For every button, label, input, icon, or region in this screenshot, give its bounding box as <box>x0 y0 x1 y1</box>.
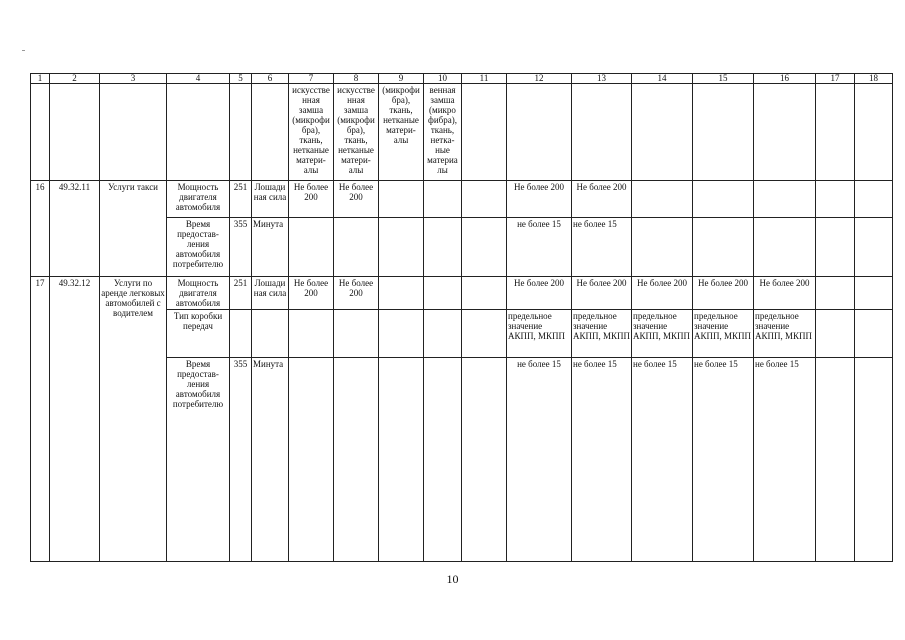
characteristic: Мощность двигателя автомобиля <box>167 277 230 310</box>
table-row <box>31 181 893 218</box>
row-number: 17 <box>31 277 50 562</box>
header-cell: 10 <box>424 74 462 84</box>
value-cell: не более 15 <box>507 218 572 277</box>
unit-name: Лошади ная сила <box>252 277 289 310</box>
row-number: 16 <box>31 181 50 277</box>
characteristic: Тип коробки передач <box>167 310 230 358</box>
value-cell: предельное значение АКПП, МКПП <box>572 310 632 358</box>
value-cell: предельное значение АКПП, МКПП <box>754 310 816 358</box>
header-cell: 11 <box>462 74 507 84</box>
header-cell: 9 <box>379 74 424 84</box>
value-cell: Не более 200 <box>754 277 816 310</box>
header-cell: 13 <box>572 74 632 84</box>
okei-code: 251 <box>230 181 252 218</box>
value-cell: не более 15 <box>572 358 632 562</box>
value-cell: Не более 200 <box>572 181 632 218</box>
header-cell: 16 <box>754 74 816 84</box>
header-cell: 8 <box>334 74 379 84</box>
value-cell: предельное значение АКПП, МКПП <box>632 310 693 358</box>
header-cell: 1 <box>31 74 50 84</box>
okei-code: 355 <box>230 358 252 562</box>
value-cell: Не более 200 <box>334 277 379 310</box>
characteristic: Время предостав- ления автомобиля потребителю <box>167 358 230 562</box>
scan-mark <box>22 50 25 51</box>
value-cell: Не более 200 <box>507 181 572 218</box>
characteristic: Мощность двигателя автомобиля <box>167 181 230 218</box>
header-cell: 15 <box>693 74 754 84</box>
value-cell: не более 15 <box>754 358 816 562</box>
header-cell: 17 <box>816 74 855 84</box>
header-cell: 3 <box>100 74 167 84</box>
value-cell: не более 15 <box>632 358 693 562</box>
material-cell: венная замша (микро фибра), ткань, нетка- ные материа лы <box>424 84 462 181</box>
value-cell: предельное значение АКПП, МКПП <box>507 310 572 358</box>
material-cell: искусстве нная замша (микрофи бра), ткань, нетканые матери- алы <box>289 84 334 181</box>
header-cell: 6 <box>252 74 289 84</box>
header-cell: 14 <box>632 74 693 84</box>
unit-name: Лошади ная сила <box>252 181 289 218</box>
header-cell: 5 <box>230 74 252 84</box>
okei-code: 355 <box>230 218 252 277</box>
value-cell: не более 15 <box>507 358 572 562</box>
value-cell: Не более 200 <box>572 277 632 310</box>
header-cell: 4 <box>167 74 230 84</box>
page-number: 10 <box>446 572 459 586</box>
header-row <box>31 74 893 84</box>
value-cell: не более 15 <box>572 218 632 277</box>
okei-code: 251 <box>230 277 252 310</box>
material-cell: (микрофи бра), ткань, нетканые матери- алы <box>379 84 424 181</box>
header-cell: 12 <box>507 74 572 84</box>
value-cell: Не более 200 <box>289 181 334 218</box>
okpd-code: 49.32.11 <box>50 181 100 277</box>
value-cell: Не более 200 <box>334 181 379 218</box>
value-cell: предельное значение АКПП, МКПП <box>693 310 754 358</box>
characteristic: Время предостав- ления автомобиля потребителю <box>167 218 230 277</box>
service-name: Услуги по аренде легковых автомобилей с водителем <box>100 277 167 562</box>
unit-name: Минута <box>252 358 289 562</box>
table-row <box>31 277 893 310</box>
value-cell: Не более 200 <box>289 277 334 310</box>
okpd-code: 49.32.12 <box>50 277 100 562</box>
header-cell: 7 <box>289 74 334 84</box>
continuation-row <box>31 84 893 181</box>
material-cell: искусстве нная замша (микрофи бра), ткань, нетканые матери- алы <box>334 84 379 181</box>
specification-table <box>30 73 893 562</box>
value-cell: не более 15 <box>693 358 754 562</box>
value-cell: Не более 200 <box>507 277 572 310</box>
unit-name: Минута <box>252 218 289 277</box>
service-name: Услуги такси <box>100 181 167 277</box>
header-cell: 2 <box>50 74 100 84</box>
value-cell: Не более 200 <box>693 277 754 310</box>
value-cell: Не более 200 <box>632 277 693 310</box>
header-cell: 18 <box>855 74 893 84</box>
